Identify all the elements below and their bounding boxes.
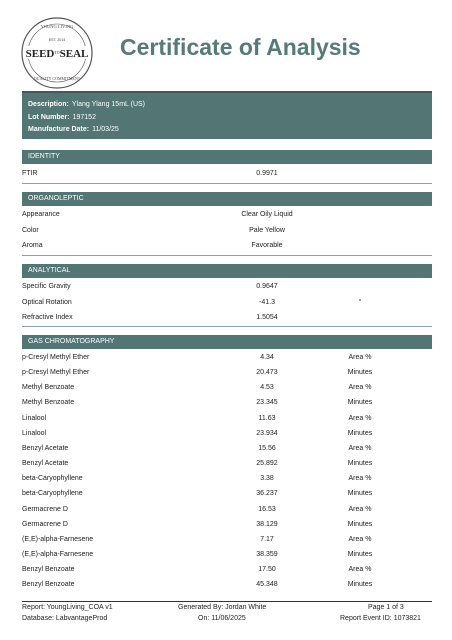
footer-report: Report: YoungLiving_COA v1: [22, 604, 113, 611]
row-unit: Area %: [348, 354, 372, 361]
row-name: Methyl Benzoate: [22, 399, 75, 407]
table-row: [22, 238, 432, 253]
row-name: p-Cresyl Methyl Ether: [22, 354, 90, 361]
row-name: Germacrene D: [22, 520, 68, 528]
row-unit: Minutes: [347, 550, 373, 558]
section-divider: [22, 326, 432, 327]
row-name: p-Cresyl Methyl Ether: [22, 369, 90, 377]
table-row: [22, 223, 432, 238]
table-row: [22, 411, 432, 426]
row-value: 25.892: [256, 460, 278, 468]
row-unit: Area %: [348, 414, 372, 422]
row-unit: Minutes: [347, 520, 373, 528]
table-row: [22, 380, 432, 395]
row-value: Favorable: [251, 242, 283, 249]
row-value: 23.934: [256, 429, 278, 437]
logo-to-text: TO: [54, 50, 60, 55]
seed-to-seal-logo: [20, 16, 94, 90]
row-value: -41.3: [259, 298, 275, 306]
row-name: Benzyl Acetate: [22, 460, 69, 468]
row-name: Germacrene D: [22, 505, 68, 513]
row-unit: Area %: [348, 505, 372, 513]
table-row: [22, 456, 432, 471]
section-gas-chromatography: GAS CHROMATOGRAPHY: [22, 335, 432, 349]
table-row: [22, 295, 432, 310]
logo-top-text: YOUNG LIVING: [40, 24, 74, 29]
table-row: [22, 532, 432, 547]
description-label: Description:: [28, 101, 69, 108]
row-name: Aroma: [22, 242, 43, 249]
row-unit: Area %: [348, 566, 372, 574]
row-name: Linalool: [22, 429, 47, 437]
row-value: 38.359: [256, 550, 278, 558]
row-unit: Area %: [348, 535, 372, 543]
table-row: [22, 166, 432, 181]
row-name: Benzyl Benzoate: [22, 566, 75, 574]
row-name: beta-Caryophyllene: [22, 490, 83, 498]
row-value: 16.53: [258, 505, 276, 513]
row-value: 38.129: [256, 520, 278, 528]
section-divider: [22, 183, 432, 184]
table-row: [22, 350, 432, 365]
row-unit: Minutes: [347, 429, 373, 437]
footer-event-id: Report Event ID: 1073821: [340, 615, 421, 622]
description-line: [28, 99, 426, 112]
table-row: [22, 426, 432, 441]
page-title: Certificate of Analysis: [120, 34, 361, 60]
row-name: Appearance: [22, 211, 60, 218]
table-row: [22, 486, 432, 501]
lot-number-label: Lot Number:: [28, 113, 70, 121]
row-name: Optical Rotation: [22, 298, 72, 306]
row-name: Refractive Index: [22, 314, 73, 321]
row-name: Benzyl Acetate: [22, 444, 69, 452]
footer-page-number: Page 1 of 3: [368, 604, 404, 611]
row-value: 11.63: [258, 414, 276, 422]
row-value: 45.348: [256, 581, 278, 589]
row-value: 3.38: [260, 475, 274, 483]
row-name: FTIR: [22, 170, 38, 177]
table-row: [22, 395, 432, 410]
row-value: 0.9971: [256, 170, 278, 177]
row-unit: Minutes: [347, 490, 373, 498]
table-row: [22, 207, 432, 222]
footer-database: Database: LabvantageProd: [22, 615, 108, 622]
table-row: [22, 441, 432, 456]
row-unit: Minutes: [347, 581, 373, 589]
row-name: beta-Caryophyllene: [22, 475, 83, 483]
row-unit: Minutes: [347, 460, 373, 468]
row-value: Clear Oily Liquid: [241, 211, 293, 218]
row-value: 36.237: [256, 490, 278, 498]
table-row: [22, 310, 432, 325]
row-name: (E,E)-alpha-Farnesene: [22, 550, 94, 558]
lot-number-value: 197152: [72, 113, 96, 121]
logo-seed-text: SEED: [25, 48, 55, 60]
lot-number-line: [28, 112, 426, 125]
row-name: Color: [22, 226, 39, 234]
table-row: [22, 471, 432, 486]
logo-bottom-text: QUALITY COMMITMENT: [33, 76, 81, 81]
row-unit: Minutes: [347, 369, 373, 377]
logo-est-text: EST. 2014: [48, 38, 66, 42]
row-unit: Area %: [348, 444, 372, 452]
table-row: [22, 365, 432, 380]
row-name: Linalool: [22, 414, 47, 422]
table-row: [22, 279, 432, 294]
footer-generated-by: Generated By: Jordan White: [178, 604, 267, 611]
footer-divider: [22, 601, 432, 602]
row-value: 0.9647: [256, 283, 278, 290]
row-unit: Minutes: [347, 399, 373, 407]
table-row: [22, 502, 432, 517]
row-value: 17.50: [258, 566, 276, 574]
manufacture-date-line: [28, 124, 426, 137]
row-value: 4.34: [260, 354, 274, 361]
footer-generated-on: On: 11/06/2025: [198, 615, 246, 622]
product-info-box: [22, 91, 432, 139]
section-organoleptic: ORGANOLEPTIC: [22, 192, 432, 206]
description-value: Ylang Ylang 15mL (US): [71, 101, 145, 108]
row-value: 23.345: [256, 399, 278, 407]
row-name: Methyl Benzoate: [22, 384, 75, 392]
row-value: Pale Yellow: [249, 226, 285, 234]
row-value: 4.53: [260, 384, 274, 392]
table-row: [22, 577, 432, 592]
section-analytical: ANALYTICAL: [22, 264, 432, 278]
row-name: (E,E)-alpha-Farnesene: [22, 535, 94, 543]
section-divider: [22, 255, 432, 256]
section-identity: IDENTITY: [22, 150, 432, 164]
logo-seal-text: SEAL: [59, 48, 89, 60]
row-unit: °: [358, 298, 362, 306]
row-value: 20.473: [256, 369, 278, 377]
manufacture-date-value: 11/03/25: [92, 126, 119, 133]
row-name: Benzyl Benzoate: [22, 581, 75, 589]
row-unit: Area %: [348, 384, 372, 392]
table-row: [22, 562, 432, 577]
table-row: [22, 517, 432, 532]
row-value: 7.17: [260, 535, 274, 543]
manufacture-date-label: Manufacture Date:: [28, 126, 90, 133]
row-unit: Area %: [348, 475, 372, 483]
row-value: 15.56: [258, 444, 276, 452]
row-value: 1.5054: [256, 314, 278, 321]
row-name: Specific Gravity: [22, 283, 71, 290]
table-row: [22, 547, 432, 562]
